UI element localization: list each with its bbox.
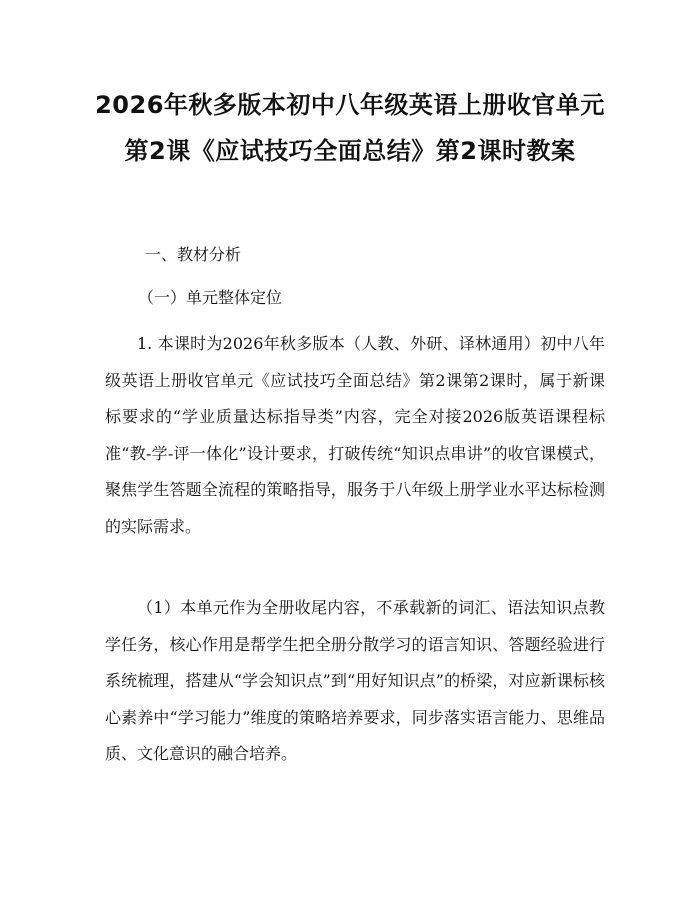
- paragraph-2: （1）本单元作为全册收尾内容，不承载新的词汇、语法知识点教学任务，核心作用是帮学生把全册分散学习的语言知识、答题经验进行系统梳理，搭建从“学会知识点”到“用好知识点”的桥梁，对应新课标核心素养中“学习能力”维度的策略培养要求，同步落实语言能力、思维品质、文化意识的融合培养。: [105, 598, 605, 763]
- document-title: 2026年秋多版本初中八年级英语上册收官单元第2课《应试技巧全面总结》第2课时教案: [95, 91, 605, 165]
- subsection-heading: （一）单元整体定位: [138, 288, 283, 307]
- paragraph-1: 1. 本课时为2026年秋多版本（人教、外研、译林通用）初中八年级英语上册收官单元《应试技巧全面总结》第2课第2课时，属于新课标要求的“学业质量达标指导类”内容，完全对接2026版英语课程标准“教-学-评一体化”设计要求，打破传统“知识点串讲”的收官课模式，聚焦学生答题全流程的策略指导，服务于八年级上册学业水平达标检测的实际需求。: [105, 334, 605, 536]
- section-heading: 一、教材分析: [145, 245, 242, 264]
